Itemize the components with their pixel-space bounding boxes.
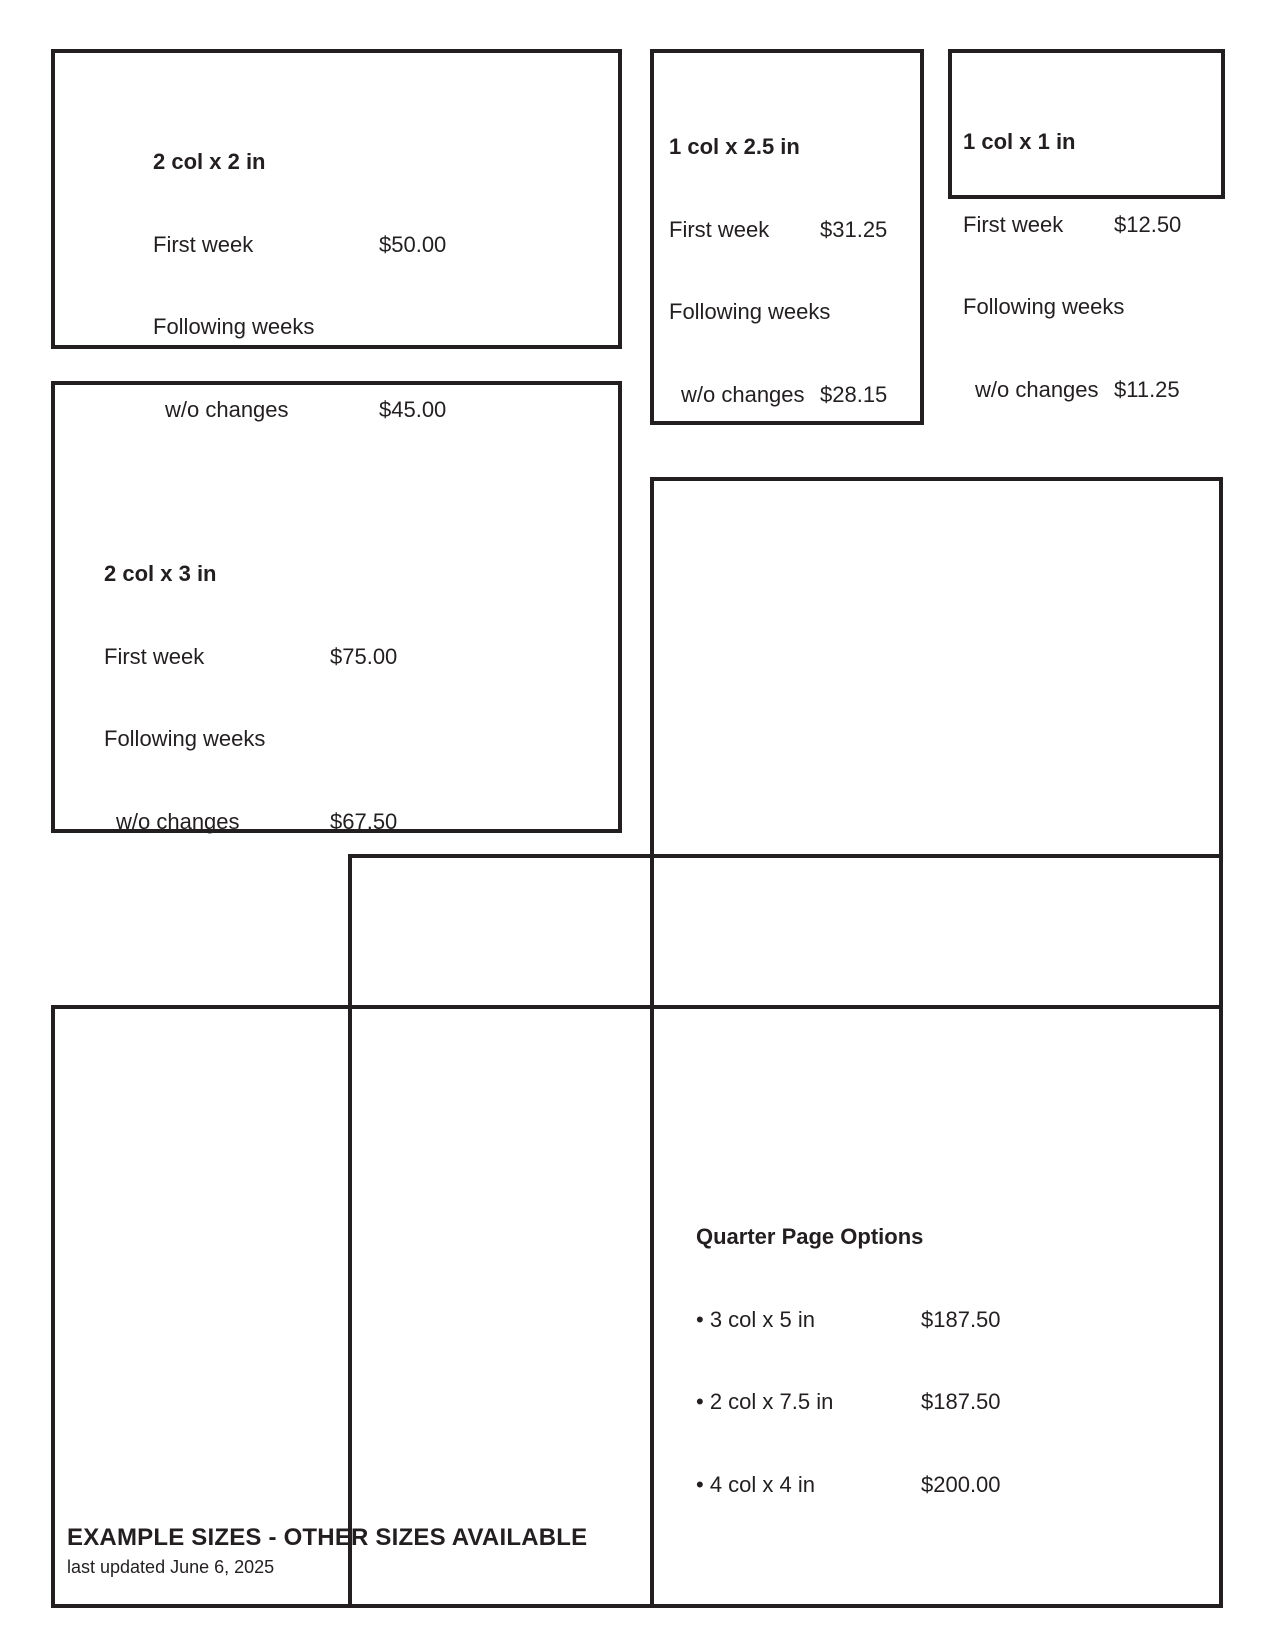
wo-changes-price: $67.50 [330,808,398,834]
ad-text-1col-2-5in [669,78,887,436]
wo-changes-label: w/o changes [165,396,289,422]
wo-changes-price: $11.25 [1114,376,1180,402]
option-label: • 4 col x 4 in [696,1471,815,1497]
option-price: $187.50 [921,1306,1001,1332]
first-week-label: First week [153,231,254,257]
wo-changes-label: w/o changes [975,376,1099,402]
example-sizes-heading: EXAMPLE SIZES - OTHER SIZES AVAILABLE [67,1524,588,1551]
option-price: $187.50 [921,1389,1001,1414]
wo-changes-label: w/o changes [681,381,805,407]
ad-title: 1 col x 2.5 in [669,134,800,159]
first-week-label: First week [104,643,205,669]
ad-text-2col-3in [104,505,397,863]
last-updated-note: last updated June 6, 2025 [67,1557,275,1577]
ad-text-1col-1in [963,73,1181,431]
wo-changes-price: $28.15 [820,381,888,407]
first-week-price: $75.00 [330,643,398,669]
first-week-label: First week [669,216,770,242]
wo-changes-label: w/o changes [116,808,240,834]
ad-title: 2 col x 2 in [153,149,266,174]
following-weeks-label: Following weeks [153,314,315,339]
first-week-price: $31.25 [820,216,888,242]
option-price: $200.00 [921,1471,1001,1497]
first-week-price: $50.00 [379,231,447,257]
following-weeks-label: Following weeks [669,299,831,324]
ad-title: 2 col x 3 in [104,561,217,586]
option-label: • 2 col x 7.5 in [696,1389,834,1414]
wo-changes-price: $45.00 [379,396,447,422]
following-weeks-label: Following weeks [963,294,1125,319]
first-week-price: $12.50 [1114,211,1182,237]
ad-title: 1 col x 1 in [963,129,1076,154]
quarter-box-4col-4in [51,1005,1223,1608]
ad-text-2col-2in [153,93,446,451]
following-weeks-label: Following weeks [104,726,266,751]
option-label: • 3 col x 5 in [696,1306,815,1332]
quarter-title: Quarter Page Options [696,1224,924,1249]
first-week-label: First week [963,211,1064,237]
quarter-page-options [696,1168,1001,1526]
